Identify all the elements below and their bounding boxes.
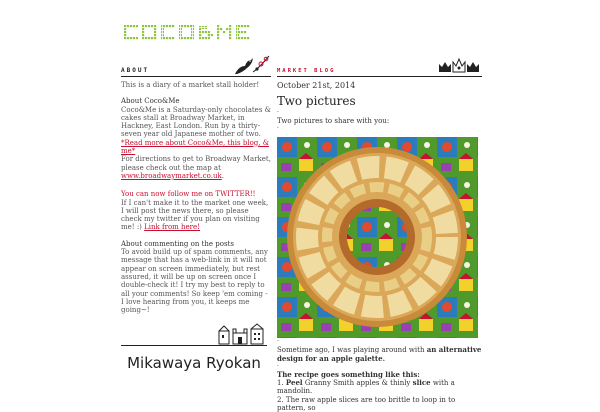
bird-branch-icon [233,52,271,76]
sidebar [121,58,271,314]
twitter-text: If I can't make it to the market one week, I will post the news there, so please check my twitter if you plan on visiting me! :) Link from here! [121,198,269,232]
twitter-title: You can now follow me on TWITTER!! [121,190,256,199]
galette-picture [277,137,478,338]
blog-label: MARKET BLOG [277,68,336,74]
about-label: ABOUT [121,67,150,74]
recipe-head: The recipe goes something like this: [277,369,420,379]
about-header [121,58,271,77]
site-logo[interactable] [121,22,271,44]
spacer-dot: · [277,125,279,133]
buildings-icon [217,323,267,345]
intro-text: This is a diary of a market stall holder! [121,81,260,89]
crowns-icon [437,56,481,74]
comment-title: About commenting on the posts [121,239,234,248]
recipe-step-1: 1. Peel Granny Smith apples & thinly slice with a mandolin. [277,378,455,396]
spacer-dot: · [277,109,279,116]
twitter-link[interactable]: Link from here! [144,223,200,232]
post-date: October 21st, 2014 [277,81,356,90]
post-image[interactable] [277,137,478,338]
para1: Sometime ago, I was playing around with an alternative design for an apple galette. [277,345,482,363]
about-text: Coco&Me is a Saturday-only chocolates & cakes stall at Broadway Market, in Hackney, East London. Run by a thirty-seven year old Japanese mother of two. *Read more about Coco&Me, this blog, & me* [121,105,271,156]
blog-header [277,58,482,77]
spacer-dot: · [277,338,279,346]
post-intro: Two pictures to share with you: [277,117,390,125]
promo-title[interactable]: Mikawaya Ryokan [127,354,261,372]
market-link[interactable]: www.broadwaymarket.co.uk [121,171,222,180]
comment-text: To avoid build up of spam comments, any message that has a web-link in it will not appear on screen immediately, but rest assured, it will be up on screen once I double-check it! I try my best to reply to all your comments! So keep 'em coming - I love hearing from you, it keeps me going~! [121,248,268,315]
sidebar-footer-rule [121,323,267,346]
about-link[interactable]: *Read more about Coco&Me, this blog, & me* [121,138,269,156]
directions-text: For directions to get to Broadway Market, please check out the map at www.broadwaymarket.co.uk. [121,155,271,180]
main-column [277,58,482,412]
recipe-step-2: 2. The raw apple slices are too brittle to loop in to pattern, so [277,395,456,412]
logo-lettering [121,22,271,44]
post-title[interactable]: Two pictures [277,94,356,108]
about-title: About Coco&Me [121,97,180,106]
spacer-dot: · [277,362,279,370]
